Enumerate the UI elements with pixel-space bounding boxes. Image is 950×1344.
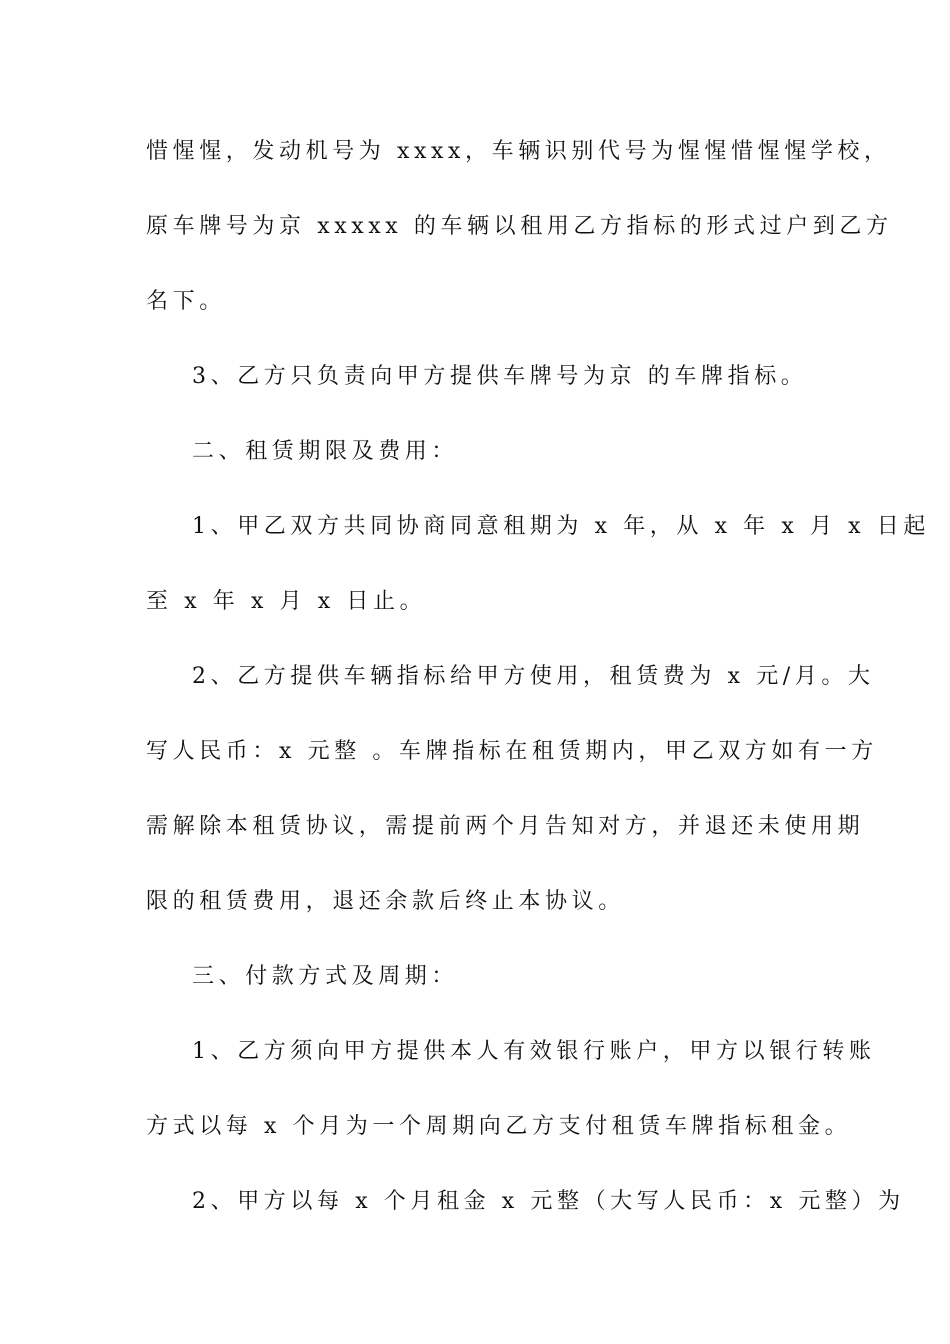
text-line: 名下。 — [146, 289, 226, 314]
text-line: 需解除本租赁协议，需提前两个月告知对方，并退还未使用期 — [146, 814, 865, 839]
text-line: 惜惺惺，发动机号为 xxxx，车辆识别代号为惺惺惜惺惺学校， — [146, 139, 891, 164]
text-line: 至 x 年 x 月 x 日止。 — [146, 589, 427, 614]
clause-item: 1、甲乙双方共同协商同意租期为 x 年，从 x 年 x 月 x 日起 — [192, 514, 930, 539]
section-heading: 二、租赁期限及费用： — [192, 439, 459, 464]
text-line: 限的租赁费用，退还余款后终止本协议。 — [146, 889, 625, 914]
section-heading: 三、付款方式及周期： — [192, 964, 459, 989]
text-line: 方式以每 x 个月为一个周期向乙方支付租赁车牌指标租金。 — [146, 1114, 852, 1139]
clause-item: 1、乙方须向甲方提供本人有效银行账户，甲方以银行转账 — [192, 1039, 876, 1064]
text-line: 原车牌号为京 xxxxx 的车辆以租用乙方指标的形式过户到乙方 — [146, 214, 893, 239]
clause-item: 2、甲方以每 x 个月租金 x 元整（大写人民币：x 元整）为 — [192, 1189, 905, 1214]
clause-item: 3、乙方只负责向甲方提供车牌号为京 的车牌指标。 — [192, 364, 808, 389]
text-line: 写人民币：x 元整 。车牌指标在租赁期内，甲乙双方如有一方 — [146, 739, 878, 764]
clause-item: 2、乙方提供车辆指标给甲方使用，租赁费为 x 元/月。大 — [192, 664, 875, 689]
